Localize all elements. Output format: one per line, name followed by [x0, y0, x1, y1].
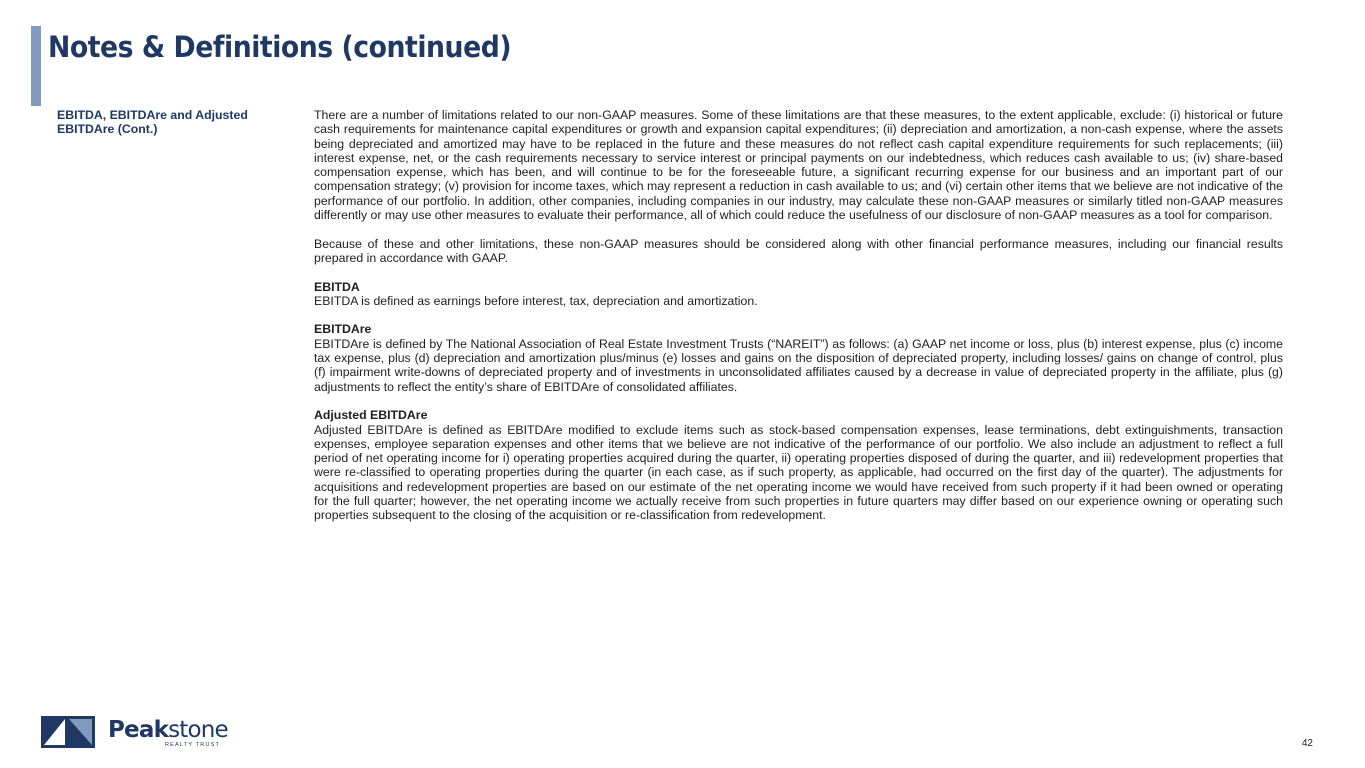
- page-number: 42: [1301, 738, 1313, 749]
- logo-tagline: REALTY TRUST: [165, 742, 221, 748]
- ebitdare-text: EBITDAre is defined by The National Association of Real Estate Investment Trusts (“NAREIT”) as follows: (a) GAAP net income or loss, plus (b) interest expense, plus (c) income tax expense, plus (d) depreciation and amortization plus/minus (e) losses and gains on the disposition of depreciated property, including losses/ gains on change of control, plus (f) impairment write-downs of depreciated property and of investments in unconsolidated affiliates caused by a decrease in value of depreciated property in the affiliate, plus (g) adjustments to reflect the entity’s share of EBITDAre of consolidated affiliates.: [314, 336, 1283, 394]
- peakstone-mountain-icon: [41, 716, 95, 748]
- peakstone-logo: [41, 716, 231, 750]
- ebitda-text: EBITDA is defined as earnings before interest, tax, depreciation and amortization.: [314, 293, 758, 308]
- adjusted-ebitdare-heading: Adjusted EBITDAre: [314, 408, 428, 423]
- gaap-paragraph: Because of these and other limitations, these non-GAAP measures should be considered along with other financial performance measures, including our financial results prepared in accordance with GAAP.: [314, 236, 1283, 265]
- logo-wordmark-regular: stone: [168, 717, 228, 743]
- page-title: Notes & Definitions (continued): [48, 30, 512, 64]
- section-label: EBITDA, EBITDAre and Adjusted EBITDAre (Cont.): [57, 108, 248, 137]
- ebitdare-heading: EBITDAre: [314, 322, 372, 337]
- notes-body: [314, 108, 1283, 523]
- limitations-paragraph: There are a number of limitations related to our non-GAAP measures. Some of these limitations are that these measures, to the extent applicable, exclude: (i) historical or future cash requirements for maintenance capital expenditures or growth and expansion capital expenditures; (ii) depreciation and amortization, a non-cash expense, where the assets being depreciated and amortized may have to be replaced in the future and these measures do not reflect cash capital expenditure requirements for such replacements; (iii) interest expense, net, or the cash requirements necessary to service interest or principal payments on our indebtedness, which reduces cash available to us; (iv) share-based compensation expense, which has been, and will continue to be for the foreseeable future, a significant recurring expense for our business and an important part of our compensation strategy; (v) provision for income taxes, which may represent a reduction in cash available to us; and (vi) certain other items that we believe are not indicative of the performance of our portfolio. In addition, other companies, including companies in our industry, may calculate these non-GAAP measures or similarly titled non-GAAP measures differently or may use other measures to evaluate their performance, all of which could reduce the usefulness of our disclosure of non-GAAP measures as a tool for comparison.: [314, 108, 1283, 223]
- ebitda-heading: EBITDA: [314, 279, 360, 294]
- logo-wordmark: [108, 717, 228, 743]
- ebitda-definition: [314, 280, 1283, 309]
- adjusted-ebitdare-definition: [314, 408, 1283, 522]
- adjusted-ebitdare-text: Adjusted EBITDAre is defined as EBITDAre modified to exclude items such as stock-based compensation expenses, lease terminations, debt extinguishments, transaction expenses, employee separation expenses and other items that we believe are not indicative of the performance of our portfolio. We also include an adjustment to reflect a full period of net operating income for i) operating properties acquired during the quarter, ii) operating properties disposed of during the quarter, and iii) redevelopment properties that were re-classified to operating properties during the quarter (in each case, as if such property, as applicable, had occurred on the first day of the quarter). The adjustments for acquisitions and redevelopment properties are based on our estimate of the net operating income we would have received from such property if it had been owned or operating for the full quarter; however, the net operating income we actually receive from such properties in future quarters may differ based on our experience owning or operating such properties subsequent to the closing of the acquisition or re-classification from redevelopment.: [314, 422, 1283, 523]
- title-accent-bar: [31, 26, 41, 106]
- ebitdare-definition: [314, 322, 1283, 393]
- logo-wordmark-bold: Peak: [108, 717, 169, 743]
